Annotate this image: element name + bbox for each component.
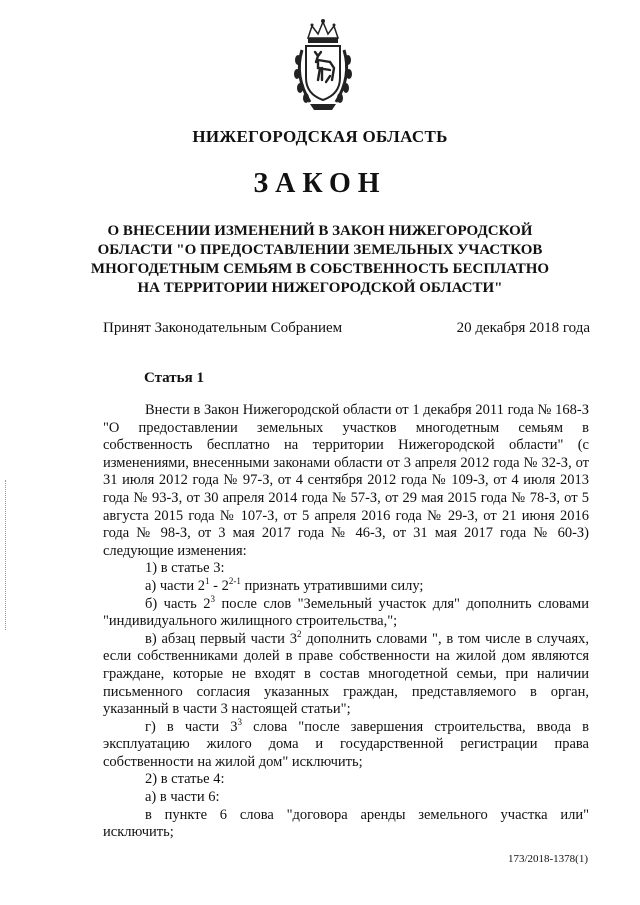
list-item: б) часть $2^3$ после слов "Земельный участок для" дополнить словами "индивидуального жилищного строительства,";: [103, 593, 589, 630]
list-item: 2) в статье 4:: [145, 771, 225, 788]
law-title: [0, 222, 640, 298]
article-heading: Статья 1: [144, 370, 204, 386]
list-item: г) в части $3^3$ слова "после завершения строительства, ввода в эксплуатацию жилого дома и государственной регистрации права собственности на жилой дом" исключить;: [103, 716, 589, 770]
adoption-date: 20 декабря 2018 года: [456, 320, 590, 336]
adopted-by: Принят Законодательным Собранием: [103, 320, 343, 336]
law-title-line: О ВНЕСЕНИИ ИЗМЕНЕНИЙ В ЗАКОН НИЖЕГОРОДСКОЙ: [107, 223, 533, 239]
coat-of-arms-icon: [288, 16, 358, 114]
margin-marks: [5, 480, 8, 630]
adoption-line: [103, 320, 590, 337]
region-name: НИЖЕГОРОДСКАЯ ОБЛАСТЬ: [192, 127, 448, 146]
list-item: 1) в статье 3:: [145, 560, 225, 577]
list-item: в) абзац первый части $3^2$ дополнить словами ", в том числе в случаях, если собственниками долей в праве собственности на жилой дом являются граждане, которые не входят в состав многодетной семьи, при наличии письменного согласия указанных граждан, представляемого в орган, указанный в части 3 настоящей статьи";: [103, 628, 589, 718]
document-code: 173/2018-1378(1): [507, 853, 588, 865]
article-body: [103, 402, 589, 842]
document-type: ЗАКОН: [253, 168, 387, 199]
intro-paragraph: Внести в Закон Нижегородской области от 1 декабря 2011 года № 168-З "О предоставлении земельных участков многодетным семьям в собственность бесплатно на территории Нижегородской области" (с изменениями, внесенными законами области от 3 апреля 2012 года № 32-З, от 31 июля 2012 года № 97-З, от 4 сентября 2012 года № 109-З, от 4 июля 2013 года № 93-З, от 30 апреля 2014 года № 57-З, от 29 мая 2015 года № 78-З, от 5 августа 2015 года № 107-З, от 5 апреля 2016 года № 29-З, от 21 июня 2016 года № 98-З, от 3 мая 2017 года № 46-З, от 31 мая 2017 года № 60-З) следующие изменения:: [103, 402, 589, 559]
law-title-line: НА ТЕРРИТОРИИ НИЖЕГОРОДСКОЙ ОБЛАСТИ": [137, 280, 503, 296]
law-title-line: ОБЛАСТИ "О ПРЕДОСТАВЛЕНИИ ЗЕМЕЛЬНЫХ УЧАСТКОВ: [97, 242, 543, 258]
law-title-line: МНОГОДЕТНЫМ СЕМЬЯМ В СОБСТВЕННОСТЬ БЕСПЛАТНО: [90, 261, 550, 277]
list-item: а) части $2^1 - 2^{2-1}$ признать утратившими силу;: [145, 576, 424, 594]
list-item: а) в части 6:: [145, 789, 220, 806]
list-item: в пункте 6 слова "договора аренды земельного участка или" исключить;: [103, 806, 589, 841]
